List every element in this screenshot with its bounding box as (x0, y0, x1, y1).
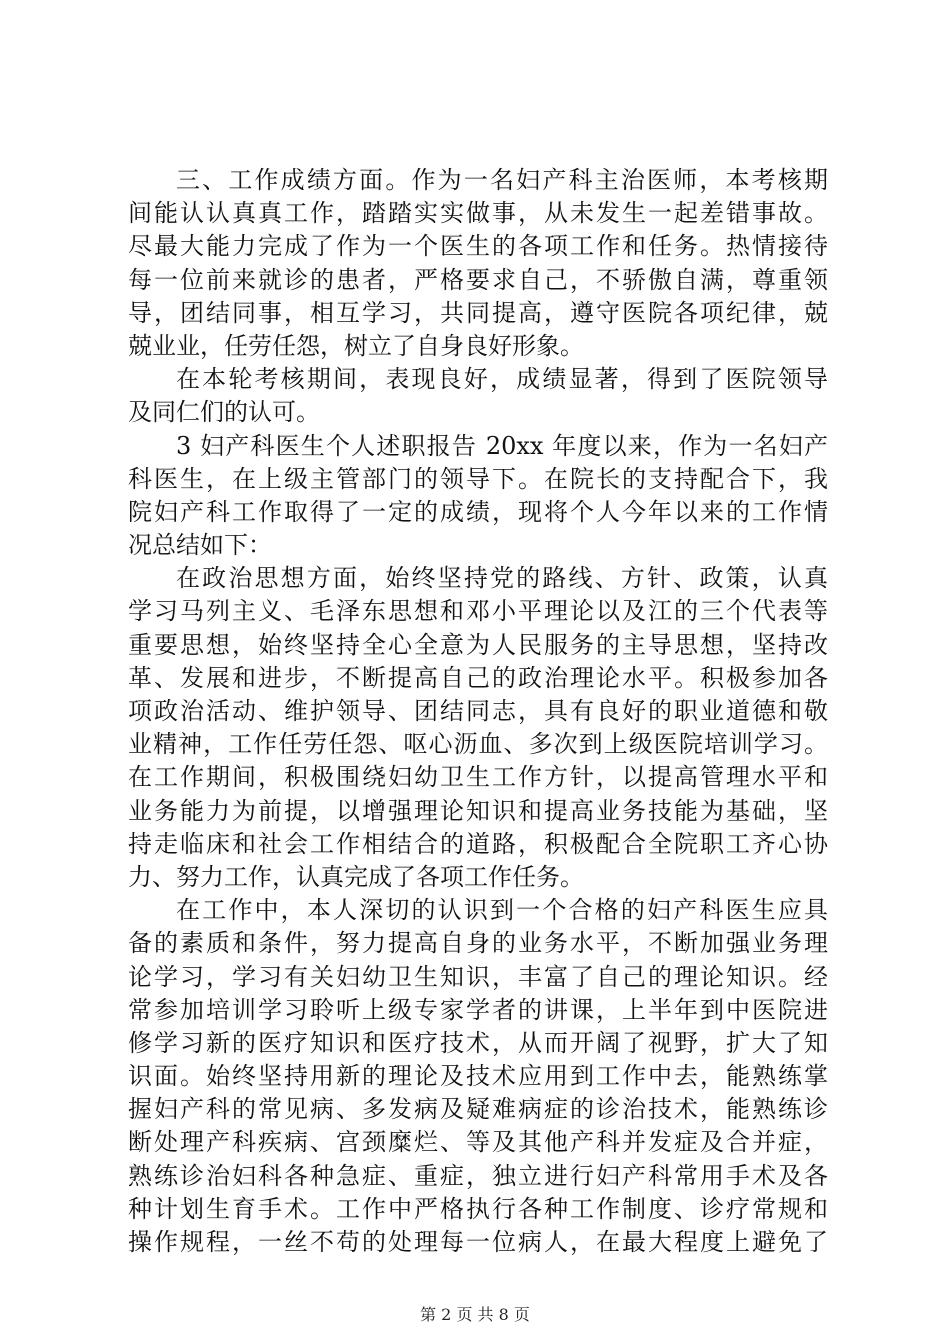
page-number-footer: 第 2 页 共 8 页 (420, 1305, 530, 1324)
text-line: 持走临床和社会工作相结合的道路，积极配合全院职工齐心协 (128, 829, 828, 858)
text-line: 况总结如下： (128, 531, 272, 560)
paragraph-assessment-period (128, 363, 828, 429)
text-line: 备的素质和条件，努力提高自身的业务水平，不断加强业务理 (128, 929, 828, 958)
text-line: 每一位前来就诊的患者，严格要求自己，不骄傲自满，尊重领 (128, 265, 828, 294)
text-line: 力、努力工作，认真完成了各项工作任务。 (128, 862, 584, 891)
text-line: 项政治活动、维护领导、团结同志，具有良好的职业道德和敬 (128, 697, 828, 725)
text-line: 握妇产科的常见病、多发病及疑难病症的诊治技术，能熟练诊 (128, 1095, 828, 1124)
text-line: 重要思想，始终坚持全心全意为人民服务的主导思想，坚持改 (128, 630, 828, 659)
text-line: 熟练诊治妇科各种急症、重症，独立进行妇产科常用手术及各 (128, 1161, 828, 1190)
text-line: 导，团结同事，相互学习，共同提高，遵守医院各项纪律，兢 (128, 298, 828, 327)
text-line: 间能认认真真工作，踏踏实实做事，从未发生一起差错事故。 (128, 199, 828, 228)
text-line: 业务能力为前提，以增强理论知识和提高业务技能为基础，坚 (128, 796, 828, 825)
document-body (128, 164, 828, 1259)
text-line: 常参加培训学习聆听上级专家学者的讲课，上半年到中医院进 (128, 995, 828, 1024)
text-line: 论学习，学习有关妇幼卫生知识，丰富了自己的理论知识。经 (128, 962, 828, 991)
text-line: 科医生，在上级主管部门的领导下。在院长的支持配合下，我 (128, 464, 828, 493)
text-line: 在工作期间，积极围绕妇幼卫生工作方针，以提高管理水平和 (128, 763, 828, 792)
text-line: 院妇产科工作取得了一定的成绩，现将个人今年以来的工作情 (128, 497, 828, 526)
text-line: 兢业业，任劳任怨，树立了自身良好形象。 (128, 331, 584, 360)
paragraph-report-intro (128, 430, 828, 563)
text-line: 操作规程，一丝不苟的处理每一位病人，在最大程度上避免了 (128, 1228, 828, 1256)
text-line: 识面。始终坚持用新的理论及技术应用到工作中去，能熟练掌 (128, 1062, 828, 1091)
text-line: 三、工作成绩方面。作为一名妇产科主治医师，本考核期 (176, 166, 828, 194)
text-line: 修学习新的医疗知识和医疗技术，从而开阔了视野，扩大了知 (128, 1028, 828, 1057)
text-line: 种计划生育手术。工作中严格执行各种工作制度、诊疗常规和 (128, 1194, 828, 1223)
text-line: 尽最大能力完成了作为一个医生的各项工作和任务。热情接待 (128, 232, 828, 261)
text-line: 断处理产科疾病、宫颈糜烂、等及其他产科并发症及合并症， (128, 1128, 828, 1157)
text-line: 在工作中，本人深切的认识到一个合格的妇产科医生应具 (176, 896, 828, 925)
paragraph-work-practice (128, 894, 828, 1259)
text-line: 在本轮考核期间，表现良好，成绩显著，得到了医院领导 (176, 365, 828, 394)
text-line: 3 妇产科医生个人述职报告 20xx 年度以来，作为一名妇产 (176, 431, 828, 460)
text-line: 学习马列主义、毛泽东思想和邓小平理论以及江的三个代表等 (128, 597, 828, 626)
text-line: 革、发展和进步，不断提高自己的政治理论水平。积极参加各 (128, 663, 828, 692)
text-line: 及同仁们的认可。 (128, 398, 320, 427)
text-line: 业精神，工作任劳任怨、呕心沥血、多次到上级医院培训学习。 (128, 730, 828, 759)
paragraph-political-thought (128, 562, 828, 894)
paragraph-work-achievements (128, 164, 828, 363)
text-line: 在政治思想方面，始终坚持党的路线、方针、政策，认真 (176, 564, 828, 593)
